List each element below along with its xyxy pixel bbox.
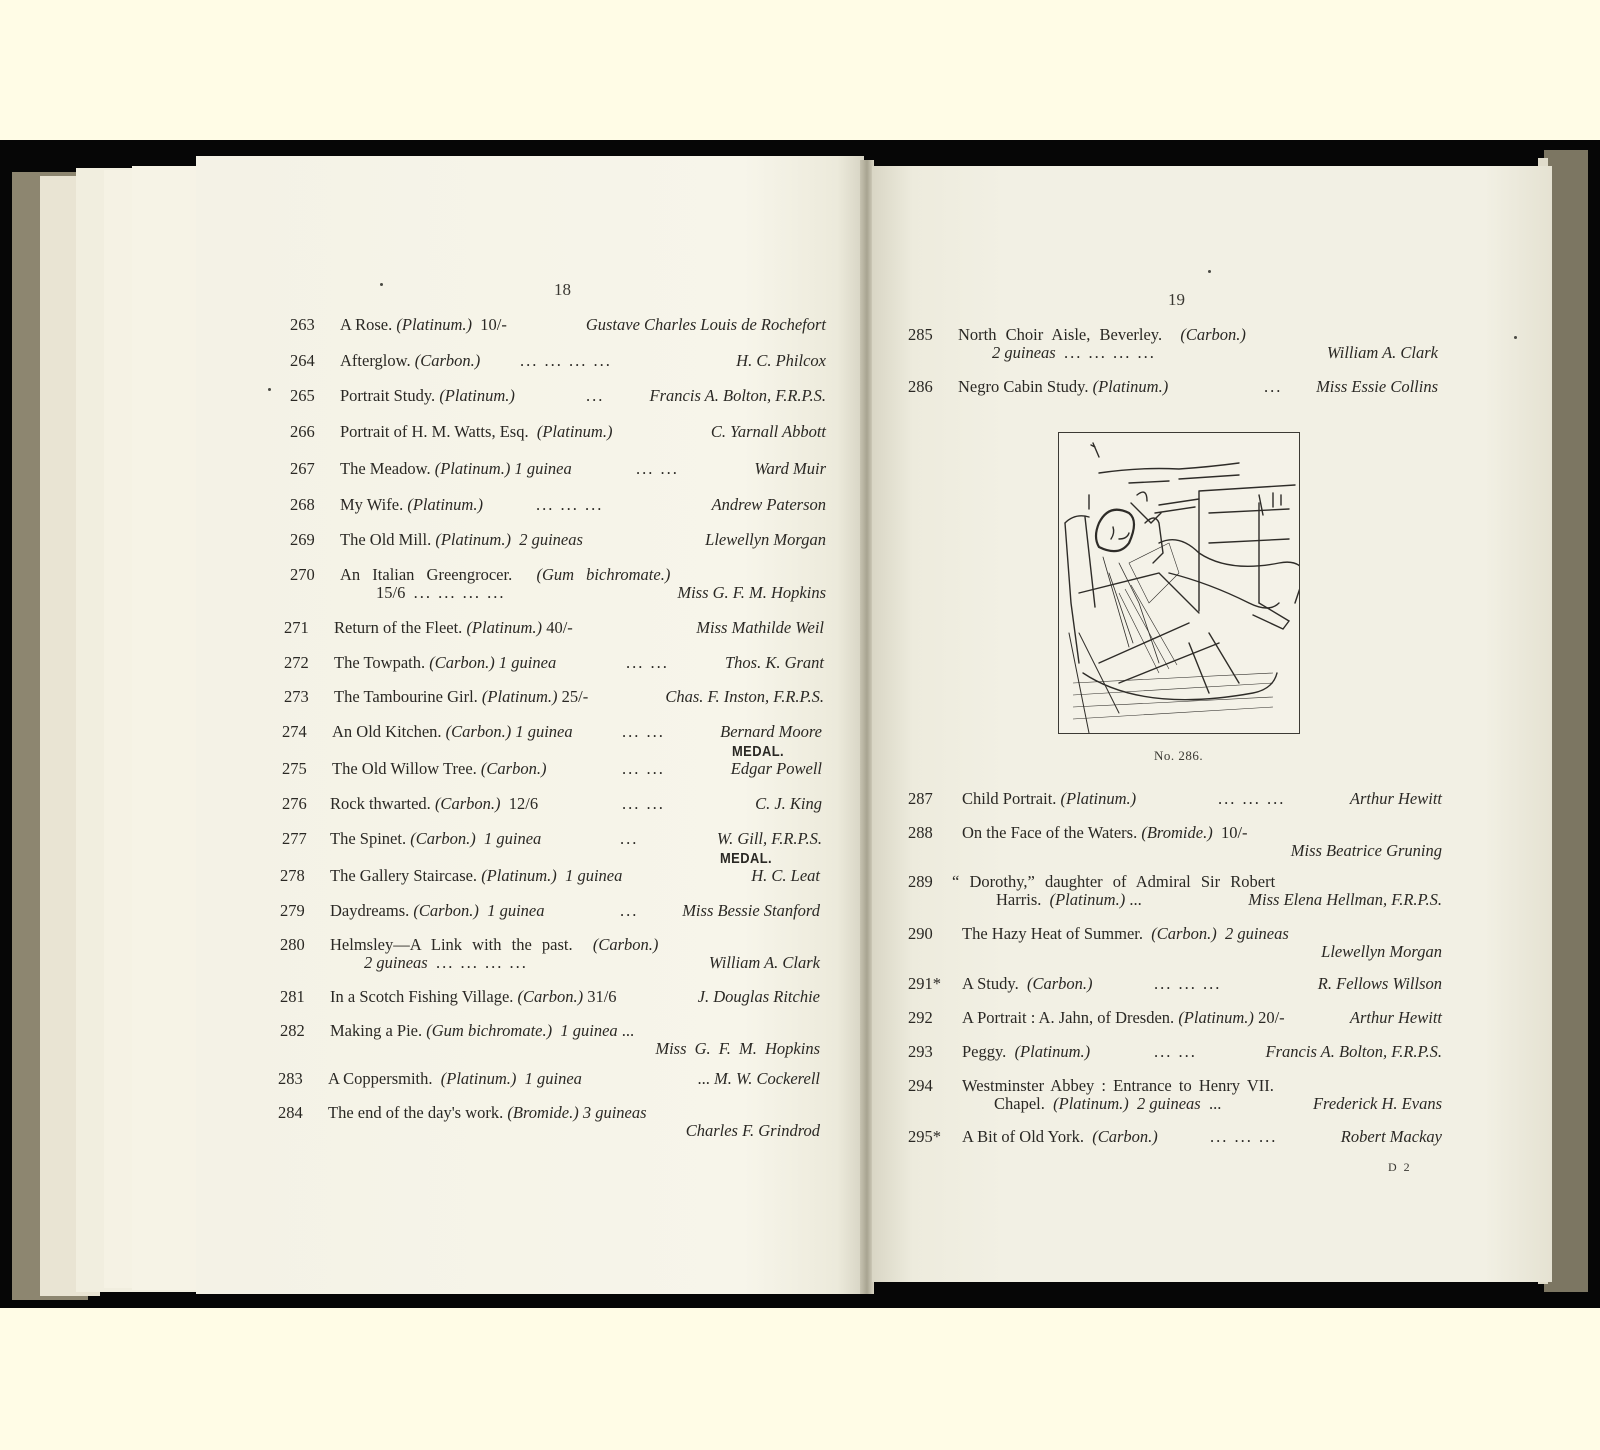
entry-title: The Hazy Heat of Summer. <box>962 924 1143 943</box>
entry-leader-dots: ... ... <box>622 722 665 741</box>
entry-price: 40/- <box>546 618 573 637</box>
entry-number: 271 <box>284 618 309 637</box>
entry-number: 295* <box>908 1127 941 1146</box>
entry-leader-dots: ... ... <box>622 759 665 778</box>
paper-speck <box>380 283 383 286</box>
entry-price: 1 guinea <box>524 1069 582 1088</box>
entry-price: 1 guinea <box>514 459 572 478</box>
entry-title: Peggy. <box>962 1042 1007 1061</box>
entry-title-continued: Chapel. <box>994 1094 1045 1113</box>
entry-number: 288 <box>908 823 933 842</box>
entry-process: (Gum bichromate.) <box>426 1021 553 1040</box>
entry-author: William A. Clark <box>1326 343 1438 362</box>
entry-title: Afterglow. <box>340 351 411 370</box>
entry-number: 279 <box>280 901 305 920</box>
entry-process: (Platinum.) <box>536 422 613 441</box>
printer-signature: D 2 <box>1388 1160 1412 1174</box>
entry-author: R. Fellows Willson <box>1317 974 1442 993</box>
entry-price: 1 guinea <box>484 829 542 848</box>
entry-process: (Platinum.) <box>1092 377 1169 396</box>
entry-leader-dots: ... ... <box>636 459 679 478</box>
entry-title: Helmsley—A Link with the past. <box>330 935 573 954</box>
left-page <box>196 156 864 1294</box>
entry-number: 291* <box>908 974 941 993</box>
entry-price: 1 guinea <box>515 722 573 741</box>
entry-author: Arthur Hewitt <box>1349 1008 1442 1027</box>
entry-title: The Old Mill. <box>340 530 432 549</box>
entry-process: (Platinum.) <box>1049 890 1126 909</box>
entry-process: (Carbon.) <box>414 351 481 370</box>
entry-process: (Platinum.) <box>440 1069 517 1088</box>
entry-process: (Platinum.) <box>481 866 557 885</box>
entry-title: The Towpath. <box>334 653 426 672</box>
entry-title: Daydreams. <box>330 901 410 920</box>
entry-author: Llewellyn Morgan <box>1321 942 1442 961</box>
entry-leader-dots: ... <box>621 1021 635 1040</box>
entry-number: 277 <box>282 829 307 848</box>
entry-process: (Carbon.) <box>1151 924 1217 943</box>
entry-number: 293 <box>908 1042 933 1061</box>
entry-author: M. W. Cockerell <box>713 1069 820 1088</box>
entry-number: 281 <box>280 987 305 1006</box>
illustration-negro-cabin-study <box>1058 432 1300 734</box>
entry-number: 287 <box>908 789 933 808</box>
entry-leader-dots: ... ... ... <box>1218 789 1286 808</box>
entry-number: 263 <box>290 315 315 334</box>
entry-title: The Gallery Staircase. <box>330 866 478 885</box>
entry-title: A Bit of Old York. <box>962 1127 1084 1146</box>
entry-process: (Bromide.) <box>507 1103 579 1122</box>
entry-process: (Platinum.) <box>466 618 543 637</box>
entry-author: Francis A. Bolton, F.R.P.S. <box>649 386 826 405</box>
entry-title: An Old Kitchen. <box>332 722 442 741</box>
entry-title: Child Portrait. <box>962 789 1057 808</box>
entry-title: Negro Cabin Study. <box>958 377 1089 396</box>
entry-price: 15/6 <box>376 583 406 602</box>
entry-process: (Platinum.) <box>439 386 515 405</box>
entry-process: (Carbon.) <box>429 653 495 672</box>
entry-number: 285 <box>908 325 933 344</box>
entry-author: Miss Elena Hellman, F.R.P.S. <box>1248 890 1442 909</box>
entry-price: 1 guinea <box>565 866 623 885</box>
entry-process: (Platinum.) <box>1060 789 1137 808</box>
entry-author: Ward Muir <box>754 459 826 478</box>
paper-speck <box>1208 270 1211 273</box>
entry-title: A Study. <box>962 974 1019 993</box>
entry-leader-dots: ... <box>620 901 639 920</box>
entry-price: 1 guinea <box>487 901 545 920</box>
entry-title: My Wife. <box>340 495 404 514</box>
entry-author: Thos. K. Grant <box>724 653 824 672</box>
entry-leader-dots: ... <box>1208 1094 1222 1113</box>
entry-price: 31/6 <box>587 987 617 1006</box>
entry-process: (Carbon.) <box>434 794 501 813</box>
entry-process: (Carbon.) <box>480 759 547 778</box>
entry-author: Miss G. F. M. Hopkins <box>655 1039 820 1058</box>
entry-leader-dots: ... ... ... <box>1210 1127 1278 1146</box>
entry-title: Portrait Study. <box>340 386 436 405</box>
entry-title: Making a Pie. <box>330 1021 423 1040</box>
right-page-number: 19 <box>1168 290 1185 309</box>
entry-title: An Italian Greengrocer. <box>340 565 513 584</box>
entry-number: 283 <box>278 1069 303 1088</box>
entry-author: Robert Mackay <box>1340 1127 1442 1146</box>
entry-process: (Platinum.) <box>1053 1094 1129 1113</box>
entry-number: 273 <box>284 687 309 706</box>
entry-process: (Carbon.) <box>1026 974 1093 993</box>
entry-price: 1 guinea <box>560 1021 618 1040</box>
entry-process: (Bromide.) <box>1141 823 1213 842</box>
entry-title: In a Scotch Fishing Village. <box>330 987 514 1006</box>
paper-speck <box>1514 336 1517 339</box>
entry-title: The Spinet. <box>330 829 407 848</box>
entry-process: (Platinum.) <box>1014 1042 1091 1061</box>
entry-process: (Carbon.) <box>445 722 512 741</box>
entry-author: Miss Essie Collins <box>1316 377 1438 396</box>
entry-title: The Old Willow Tree. <box>332 759 477 778</box>
entry-leader-dots: ... ... <box>622 794 665 813</box>
medal-label: MEDAL. <box>720 850 773 867</box>
entry-author: Miss Mathilde Weil <box>696 618 824 637</box>
entry-leader-dots: ... ... ... ... <box>435 953 528 972</box>
entry-title: The end of the day's work. <box>328 1103 504 1122</box>
entry-leader-dots: ... ... ... ... <box>520 351 612 370</box>
entry-leader-dots: ... ... ... ... <box>413 583 506 602</box>
entry-leader-dots: ... <box>586 386 605 405</box>
entry-author: Bernard Moore <box>720 722 822 741</box>
entry-process: (Carbon.) <box>592 935 659 954</box>
entry-author: H. C. Leat <box>751 866 820 885</box>
entry-author: Francis A. Bolton, F.R.P.S. <box>1265 1042 1442 1061</box>
entry-price: 2 guineas <box>364 953 428 972</box>
entry-author: Charles F. Grindrod <box>685 1121 820 1140</box>
entry-number: 292 <box>908 1008 933 1027</box>
entry-process: (Platinum.) <box>435 530 511 549</box>
entry-process: (Platinum.) <box>434 459 511 478</box>
entry-title-continued: Harris. <box>996 890 1042 909</box>
entry-price: 10/- <box>480 315 507 334</box>
entry-number: 276 <box>282 794 307 813</box>
entry-number: 268 <box>290 495 315 514</box>
entry-number: 270 <box>290 565 315 584</box>
entry-price: 2 guineas <box>992 343 1056 362</box>
entry-price: 2 guineas <box>1225 924 1289 943</box>
paper-speck <box>268 388 271 391</box>
entry-author: William A. Clark <box>708 953 820 972</box>
sketch-illustration <box>1059 433 1299 733</box>
entry-process: (Carbon.) <box>1092 1127 1158 1146</box>
left-page-number: 18 <box>554 280 571 299</box>
entry-author: C. Yarnall Abbott <box>710 422 826 441</box>
entry-price: 10/- <box>1220 823 1248 842</box>
entry-number: 266 <box>290 422 315 441</box>
entry-number: 272 <box>284 653 309 672</box>
entry-process: (Platinum.) <box>407 495 483 514</box>
entry-price: 25/- <box>561 687 589 706</box>
entry-author: Miss G. F. M. Hopkins <box>677 583 826 602</box>
entry-author: Chas. F. Inston, F.R.P.S. <box>665 687 824 706</box>
entry-leader-dots: ... ... ... <box>536 495 604 514</box>
entry-author: C. J. King <box>755 794 822 813</box>
figure-caption: No. 286. <box>1154 748 1204 763</box>
entry-number: 269 <box>290 530 315 549</box>
entry-title: Rock thwarted. <box>330 794 431 813</box>
entry-leader-dots: ... ... ... ... <box>1063 343 1156 362</box>
entry-leader-dots: ... ... <box>626 653 669 672</box>
entry-author: Miss Bessie Stanford <box>682 901 820 920</box>
entry-author: Llewellyn Morgan <box>705 530 826 549</box>
entry-title: On the Face of the Waters. <box>962 823 1138 842</box>
entry-number: 289 <box>908 872 933 891</box>
entry-number: 274 <box>282 722 307 741</box>
entry-process: (Gum bichromate.) <box>536 565 671 584</box>
entry-author: Andrew Paterson <box>711 495 826 514</box>
entry-author: J. Douglas Ritchie <box>697 987 820 1006</box>
entry-number: 286 <box>908 377 933 396</box>
entry-process: (Carbon.) <box>413 901 479 920</box>
entry-price: 12/6 <box>508 794 539 813</box>
entry-leader-dots: ... ... ... <box>1154 974 1222 993</box>
entry-number: 282 <box>280 1021 305 1040</box>
entry-title: Westminster Abbey : Entrance to Henry VII. <box>962 1076 1274 1095</box>
entry-leader-dots: ... <box>1129 890 1142 909</box>
entry-number: 284 <box>278 1103 303 1122</box>
entry-process: (Platinum.) <box>1178 1008 1254 1027</box>
entry-leader-dots: ... <box>1264 377 1283 396</box>
entry-title: A Portrait : A. Jahn, of Dresden. <box>962 1008 1175 1027</box>
medal-label: MEDAL. <box>732 743 785 760</box>
entry-title: A Coppersmith. <box>328 1069 433 1088</box>
entry-number: 264 <box>290 351 315 370</box>
entry-number: 278 <box>280 866 305 885</box>
entry-author: Frederick H. Evans <box>1312 1094 1442 1113</box>
entry-title: Portrait of H. M. Watts, Esq. <box>340 422 529 441</box>
entry-author: H. C. Philcox <box>736 351 826 370</box>
entry-price: 2 guineas <box>1137 1094 1201 1113</box>
entry-price: 1 guinea <box>498 653 557 672</box>
entry-title: North Choir Aisle, Beverley. <box>958 325 1163 344</box>
entry-title: Return of the Fleet. <box>334 618 463 637</box>
entry-number: 275 <box>282 759 307 778</box>
entry-price: 2 guineas <box>519 530 583 549</box>
entry-title: A Rose. <box>340 315 393 334</box>
entry-price: 20/- <box>1258 1008 1285 1027</box>
entry-leader-dots: ... <box>697 1069 710 1088</box>
entry-author: W. Gill, F.R.P.S. <box>716 829 822 848</box>
entry-price: 3 guineas <box>582 1103 647 1122</box>
entry-author: Miss Beatrice Gruning <box>1290 841 1442 860</box>
entry-leader-dots: ... ... <box>1154 1042 1197 1061</box>
entry-number: 265 <box>290 386 315 405</box>
entry-leader-dots: ... <box>620 829 639 848</box>
entry-process: (Carbon.) <box>1180 325 1246 344</box>
entry-author: Edgar Powell <box>730 759 822 778</box>
entry-author: Gustave Charles Louis de Rochefort <box>585 315 826 334</box>
entry-process: (Carbon.) <box>410 829 476 848</box>
entry-number: 267 <box>290 459 315 478</box>
entry-author: Arthur Hewitt <box>1349 789 1442 808</box>
entry-process: (Platinum.) <box>396 315 473 334</box>
entry-process: (Platinum.) <box>481 687 558 706</box>
entry-process: (Carbon.) <box>517 987 584 1006</box>
entry-number: 280 <box>280 935 305 954</box>
entry-number: 294 <box>908 1076 933 1095</box>
entry-title: The Tambourine Girl. <box>334 687 478 706</box>
entry-title: The Meadow. <box>340 459 431 478</box>
entry-title: “ Dorothy,” daughter of Admiral Sir Robert <box>952 872 1276 891</box>
entry-number: 290 <box>908 924 933 943</box>
